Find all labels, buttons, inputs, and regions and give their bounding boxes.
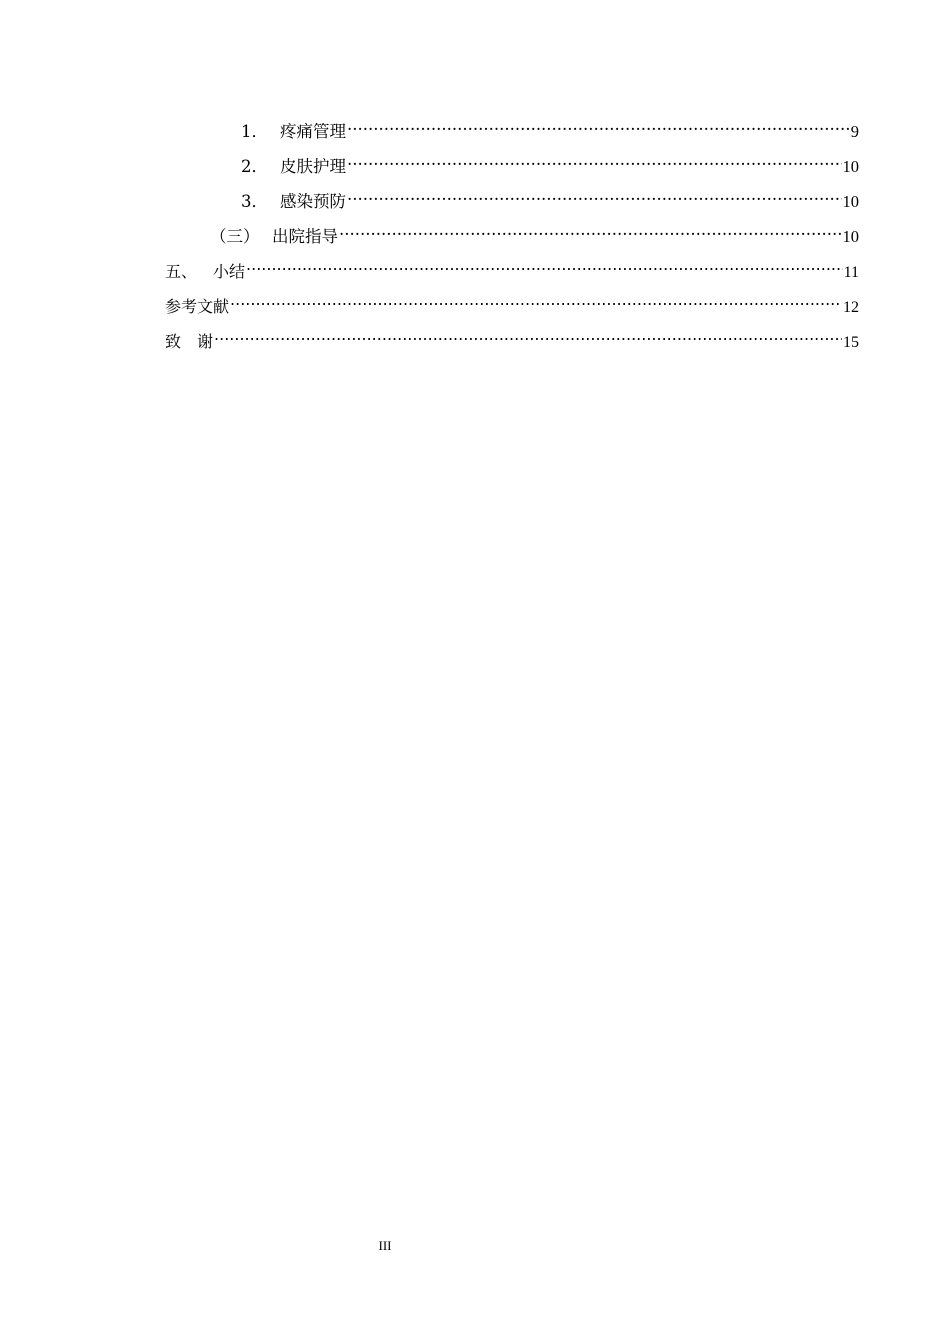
toc-entry-number: 五、 <box>165 262 198 281</box>
toc-dot-leader <box>347 183 842 207</box>
toc-entry-number: 3． <box>241 192 268 211</box>
toc-entry-number: 1． <box>241 122 268 141</box>
toc-entry-acknowledgements[interactable] <box>165 323 859 351</box>
toc-entry-title: 感染预防 <box>280 192 346 211</box>
toc-entry-title: 致 谢 <box>165 332 214 351</box>
toc-entry-title: 出院指导 <box>272 227 338 246</box>
toc-entry-summary[interactable] <box>165 253 859 281</box>
toc-entry-page: 9 <box>850 122 859 141</box>
toc-entry-title: 皮肤护理 <box>280 157 346 176</box>
toc-entry-page: 12 <box>843 299 859 316</box>
toc-entry-discharge-guidance[interactable] <box>210 218 859 246</box>
toc-entry-references[interactable] <box>165 288 859 316</box>
page-number-footer: III <box>378 1238 392 1253</box>
toc-entry-pain-management[interactable] <box>241 113 859 141</box>
toc-entry-title: 疼痛管理 <box>280 122 346 141</box>
toc-dot-leader <box>214 323 842 347</box>
toc-entry-page: 11 <box>843 264 859 281</box>
toc-dot-leader <box>347 113 850 137</box>
toc-entry-number: 2． <box>241 157 268 176</box>
toc-dot-leader <box>230 288 842 312</box>
toc-entry-skin-care[interactable] <box>241 148 859 176</box>
toc-entry-infection-prevention[interactable] <box>241 183 859 211</box>
toc-entry-title: 小结 <box>213 262 246 281</box>
toc-dot-leader <box>339 218 842 242</box>
toc-entry-page: 15 <box>843 334 859 351</box>
toc-entry-page: 10 <box>842 157 859 176</box>
toc-entry-page: 10 <box>842 192 859 211</box>
toc-entry-number: （三） <box>210 227 260 246</box>
toc-entry-title: 参考文献 <box>165 297 230 316</box>
toc-dot-leader <box>246 253 843 277</box>
toc-dot-leader <box>347 148 842 172</box>
toc-entry-page: 10 <box>842 227 859 246</box>
